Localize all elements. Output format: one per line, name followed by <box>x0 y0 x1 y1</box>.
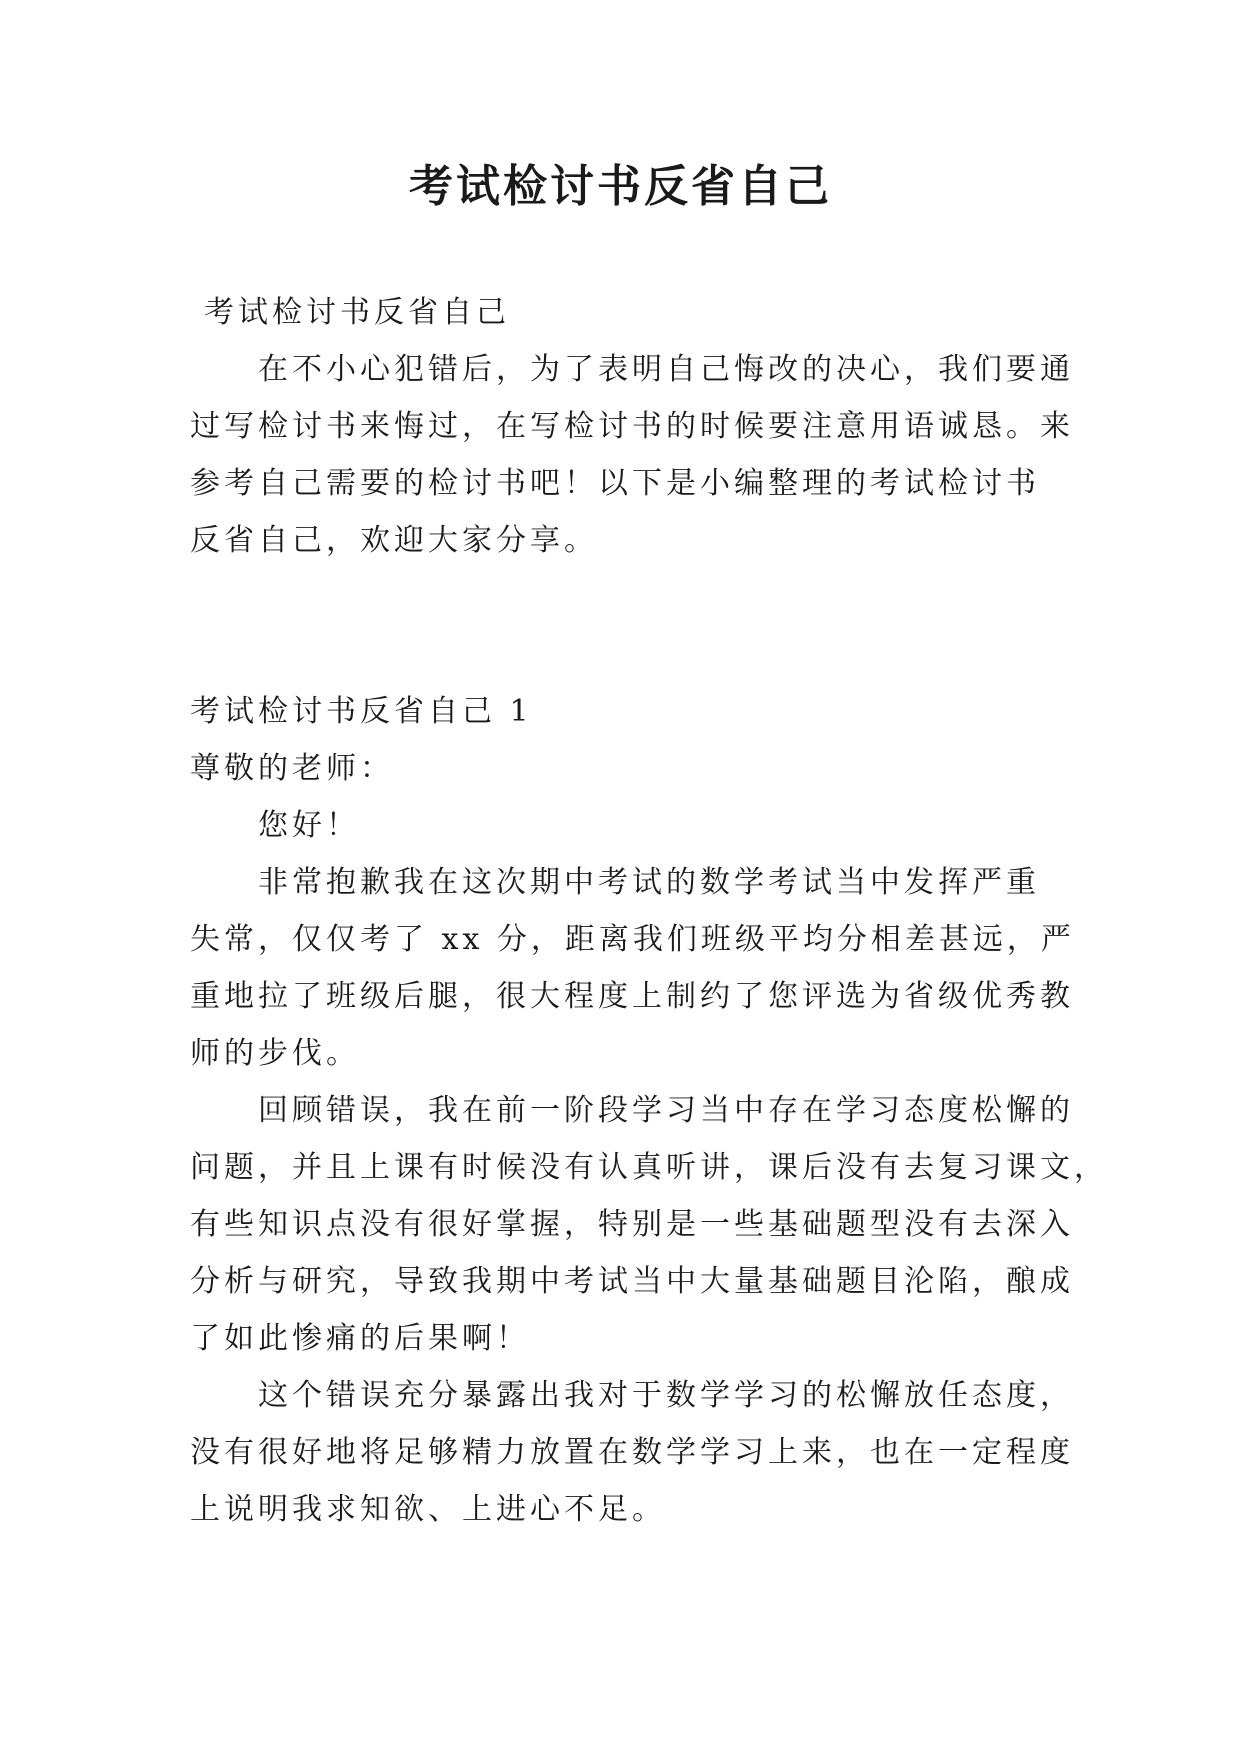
paragraph-line: 上说明我求知欲、上进心不足。 <box>190 1492 666 1527</box>
paragraph-line: 了如此惨痛的后果啊！ <box>190 1321 530 1356</box>
paragraph-line: 问题，并且上课有时候没有认真听讲，课后没有去复习课文， <box>190 1150 1108 1185</box>
body-paragraph-3 <box>190 1367 1074 1538</box>
intro-heading: 考试检讨书反省自己 <box>204 295 510 330</box>
paragraph-line: 师的步伐。 <box>190 1036 360 1071</box>
paragraph-line: 这个错误充分暴露出我对于数学学习的松懈放任态度， <box>258 1378 1074 1413</box>
document-body <box>190 284 1108 1538</box>
section-spacer <box>190 569 1052 683</box>
paragraph-line: 过写检讨书来悔过，在写检讨书的时候要注意用语诚恳。来 <box>190 409 1074 444</box>
body-paragraph-2 <box>190 1082 1108 1367</box>
greeting: 您好！ <box>258 808 360 843</box>
paragraph-line: 没有很好地将足够精力放置在数学学习上来，也在一定程度 <box>190 1435 1074 1470</box>
document-title: 考试检讨书反省自己 <box>409 161 832 212</box>
paragraph-line: 非常抱歉我在这次期中考试的数学考试当中发挥严重 <box>258 865 1040 900</box>
salutation: 尊敬的老师： <box>190 751 394 786</box>
paragraph-line: 反省自己，欢迎大家分享。 <box>190 523 598 558</box>
paragraph-line: 重地拉了班级后腿，很大程度上制约了您评选为省级优秀教 <box>190 979 1074 1014</box>
paragraph-line: 在不小心犯错后，为了表明自己悔改的决心，我们要通 <box>258 352 1074 387</box>
paragraph-line: 参考自己需要的检讨书吧！以下是小编整理的考试检讨书 <box>190 466 1040 501</box>
section-heading: 考试检讨书反省自己 1 <box>190 694 533 729</box>
paragraph-line: 失常，仅仅考了 xx 分，距离我们班级平均分相差甚远，严 <box>190 922 1075 957</box>
paragraph-line: 回顾错误，我在前一阶段学习当中存在学习态度松懈的 <box>258 1093 1074 1128</box>
intro-paragraph <box>190 341 1074 569</box>
paragraph-line: 有些知识点没有很好掌握，特别是一些基础题型没有去深入 <box>190 1207 1074 1242</box>
body-paragraph-1 <box>190 854 1075 1082</box>
paragraph-line: 分析与研究，导致我期中考试当中大量基础题目沦陷，酿成 <box>190 1264 1074 1299</box>
